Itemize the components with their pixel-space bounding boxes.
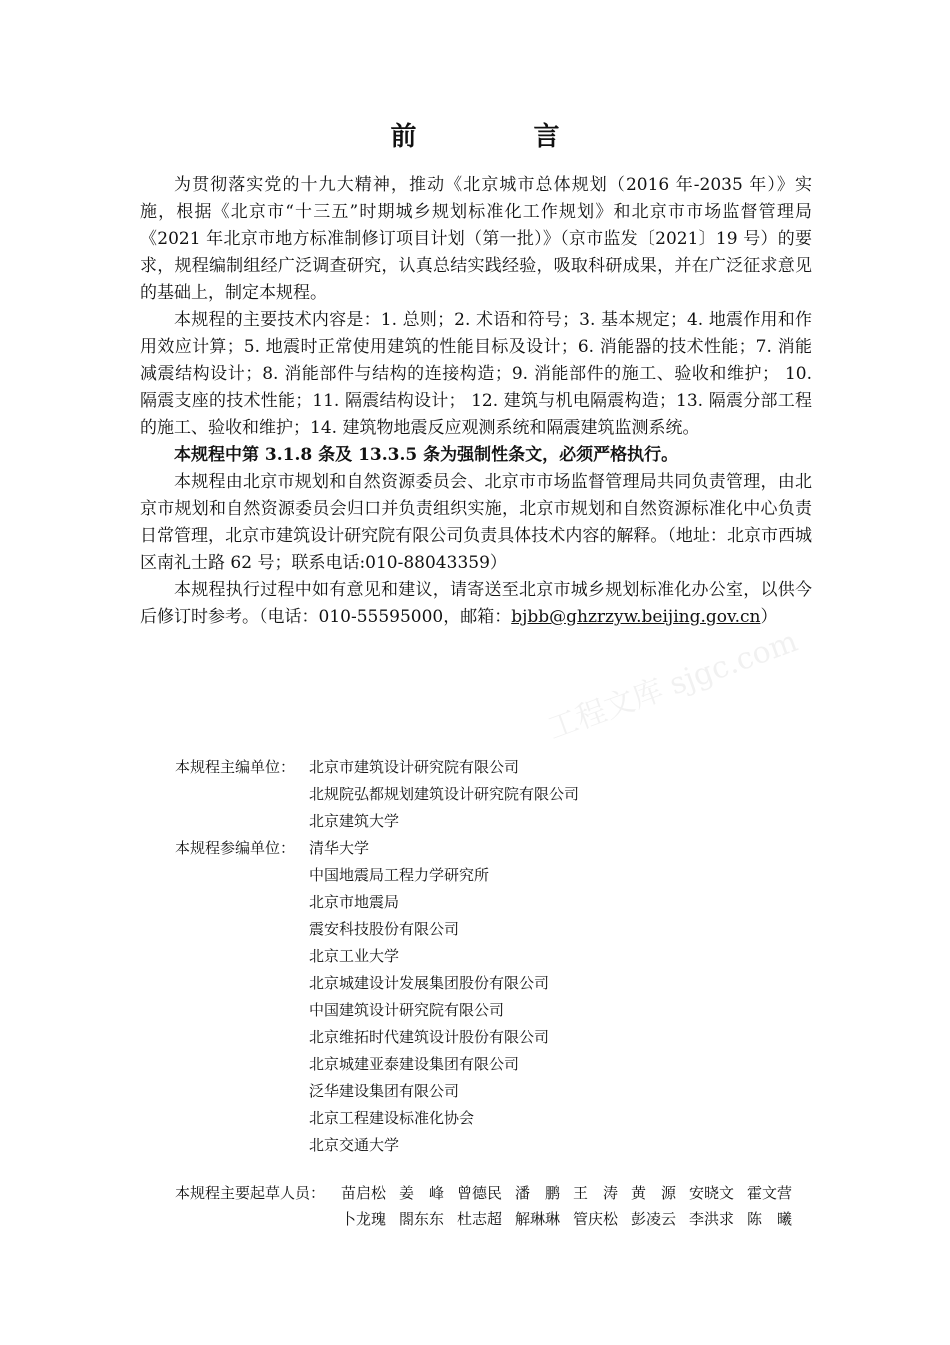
drafter-name: 王 涛 — [573, 1184, 619, 1202]
drafter-name: 安晓文 — [689, 1184, 735, 1202]
preface-body — [140, 172, 812, 631]
drafters-label: 本规程主要起草人员： — [175, 1184, 326, 1202]
watermark: 工程文库 sjgc.com — [543, 623, 803, 747]
unit-item: 北京交通大学 — [309, 1136, 400, 1154]
drafter-name: 姜 峰 — [399, 1184, 445, 1202]
drafter-name: 霍文营 — [747, 1184, 793, 1202]
participating-units-label: 本规程参编单位： — [175, 839, 296, 857]
page-title: 前 言 — [390, 122, 614, 152]
units-section — [175, 754, 579, 1159]
feedback-text: 本规程执行过程中如有意见和建议，请寄送至北京市城乡规划标准化办公室，以供今后修订时参考。（电话：010-55595000，邮箱： — [140, 580, 812, 627]
drafter-name: 管庆松 — [573, 1210, 619, 1228]
drafter-name: 苗启松 — [341, 1184, 387, 1202]
paragraph-mandatory: 本规程中第 3.1.8 条及 13.3.5 条为强制性条文，必须严格执行。 — [174, 445, 679, 465]
unit-item: 北京市建筑设计研究院有限公司 — [309, 758, 520, 776]
unit-item: 北京城建设计发展集团股份有限公司 — [309, 974, 550, 992]
drafter-name: 解琳琳 — [515, 1210, 561, 1228]
unit-item: 北规院弘都规划建筑设计研究院有限公司 — [309, 785, 580, 803]
drafters-section — [175, 1180, 805, 1232]
unit-item: 中国地震局工程力学研究所 — [309, 866, 490, 884]
drafter-name: 杜志超 — [457, 1210, 503, 1228]
unit-item: 北京工业大学 — [309, 947, 400, 965]
chief-units-label: 本规程主编单位： — [175, 758, 296, 776]
drafter-name: 潘 鹏 — [515, 1184, 561, 1202]
unit-item: 北京市地震局 — [309, 893, 400, 911]
unit-item: 北京城建亚泰建设集团有限公司 — [309, 1055, 520, 1073]
paragraph-contents: 本规程的主要技术内容是：1. 总则；2. 术语和符号；3. 基本规定；4. 地震作用和作用效应计算；5. 地震时正常使用建筑的性能目标及设计；6. 消能器的技术性能；7. 消能减震结构设计；8. 消能部件与结构的连接构造；9. 消能部件的施工、验收和维护； 10. 隔震支座的技术性能；11. 隔震结构设计； 12. 建筑与机电隔震构造；13. 隔震分部工程的施工、验收和维护；14. 建筑物地震反应观测系统和隔震建筑监测系统。 — [140, 310, 812, 438]
drafters-names — [341, 1180, 805, 1232]
unit-item: 北京工程建设标准化协会 — [309, 1109, 475, 1127]
drafter-name: 卜龙瑰 — [341, 1210, 387, 1228]
unit-item: 北京建筑大学 — [309, 812, 400, 830]
unit-item: 震安科技股份有限公司 — [309, 920, 460, 938]
unit-item: 北京维拓时代建筑设计股份有限公司 — [309, 1028, 550, 1046]
drafter-name: 李洪求 — [689, 1210, 735, 1228]
drafter-name: 陈 曦 — [747, 1210, 793, 1228]
drafter-name: 黄 源 — [631, 1184, 677, 1202]
unit-item: 清华大学 — [309, 839, 370, 857]
paragraph-feedback — [140, 577, 812, 631]
feedback-end: ） — [760, 607, 778, 627]
drafter-name: 閤东东 — [399, 1210, 445, 1228]
chief-units-list — [309, 754, 579, 835]
paragraph-management: 本规程由北京市规划和自然资源委员会、北京市市场监督管理局共同负责管理，由北京市规划和自然资源委员会归口并负责组织实施，北京市规划和自然资源标准化中心负责日常管理，北京市建筑设计研究院有限公司负责具体技术内容的解释。（地址：北京市西城区南礼士路 62 号；联系电话:010-88043359） — [140, 472, 812, 573]
feedback-email-link[interactable]: bjbb@ghzrzyw.beijing.gov.cn — [511, 607, 761, 627]
unit-item: 泛华建设集团有限公司 — [309, 1082, 460, 1100]
drafter-name: 彭凌云 — [631, 1210, 677, 1228]
unit-item: 中国建筑设计研究院有限公司 — [309, 1001, 505, 1019]
drafter-name: 曾德民 — [457, 1184, 503, 1202]
participating-units-list — [309, 835, 549, 1159]
paragraph-purpose: 为贯彻落实党的十九大精神，推动《北京城市总体规划（2016 年-2035 年）》实施，根据《北京市“十三五”时期城乡规划标准化工作规划》和北京市市场监督管理局《2021 年北京市地方标准制修订项目计划（第一批）》（京市监发〔2021〕19 号）的要求，规程编制组经广泛调查研究，认真总结实践经验，吸取科研成果，并在广泛征求意见的基础上，制定本规程。 — [140, 175, 812, 303]
participating-units — [175, 835, 579, 1159]
chief-units — [175, 754, 579, 835]
